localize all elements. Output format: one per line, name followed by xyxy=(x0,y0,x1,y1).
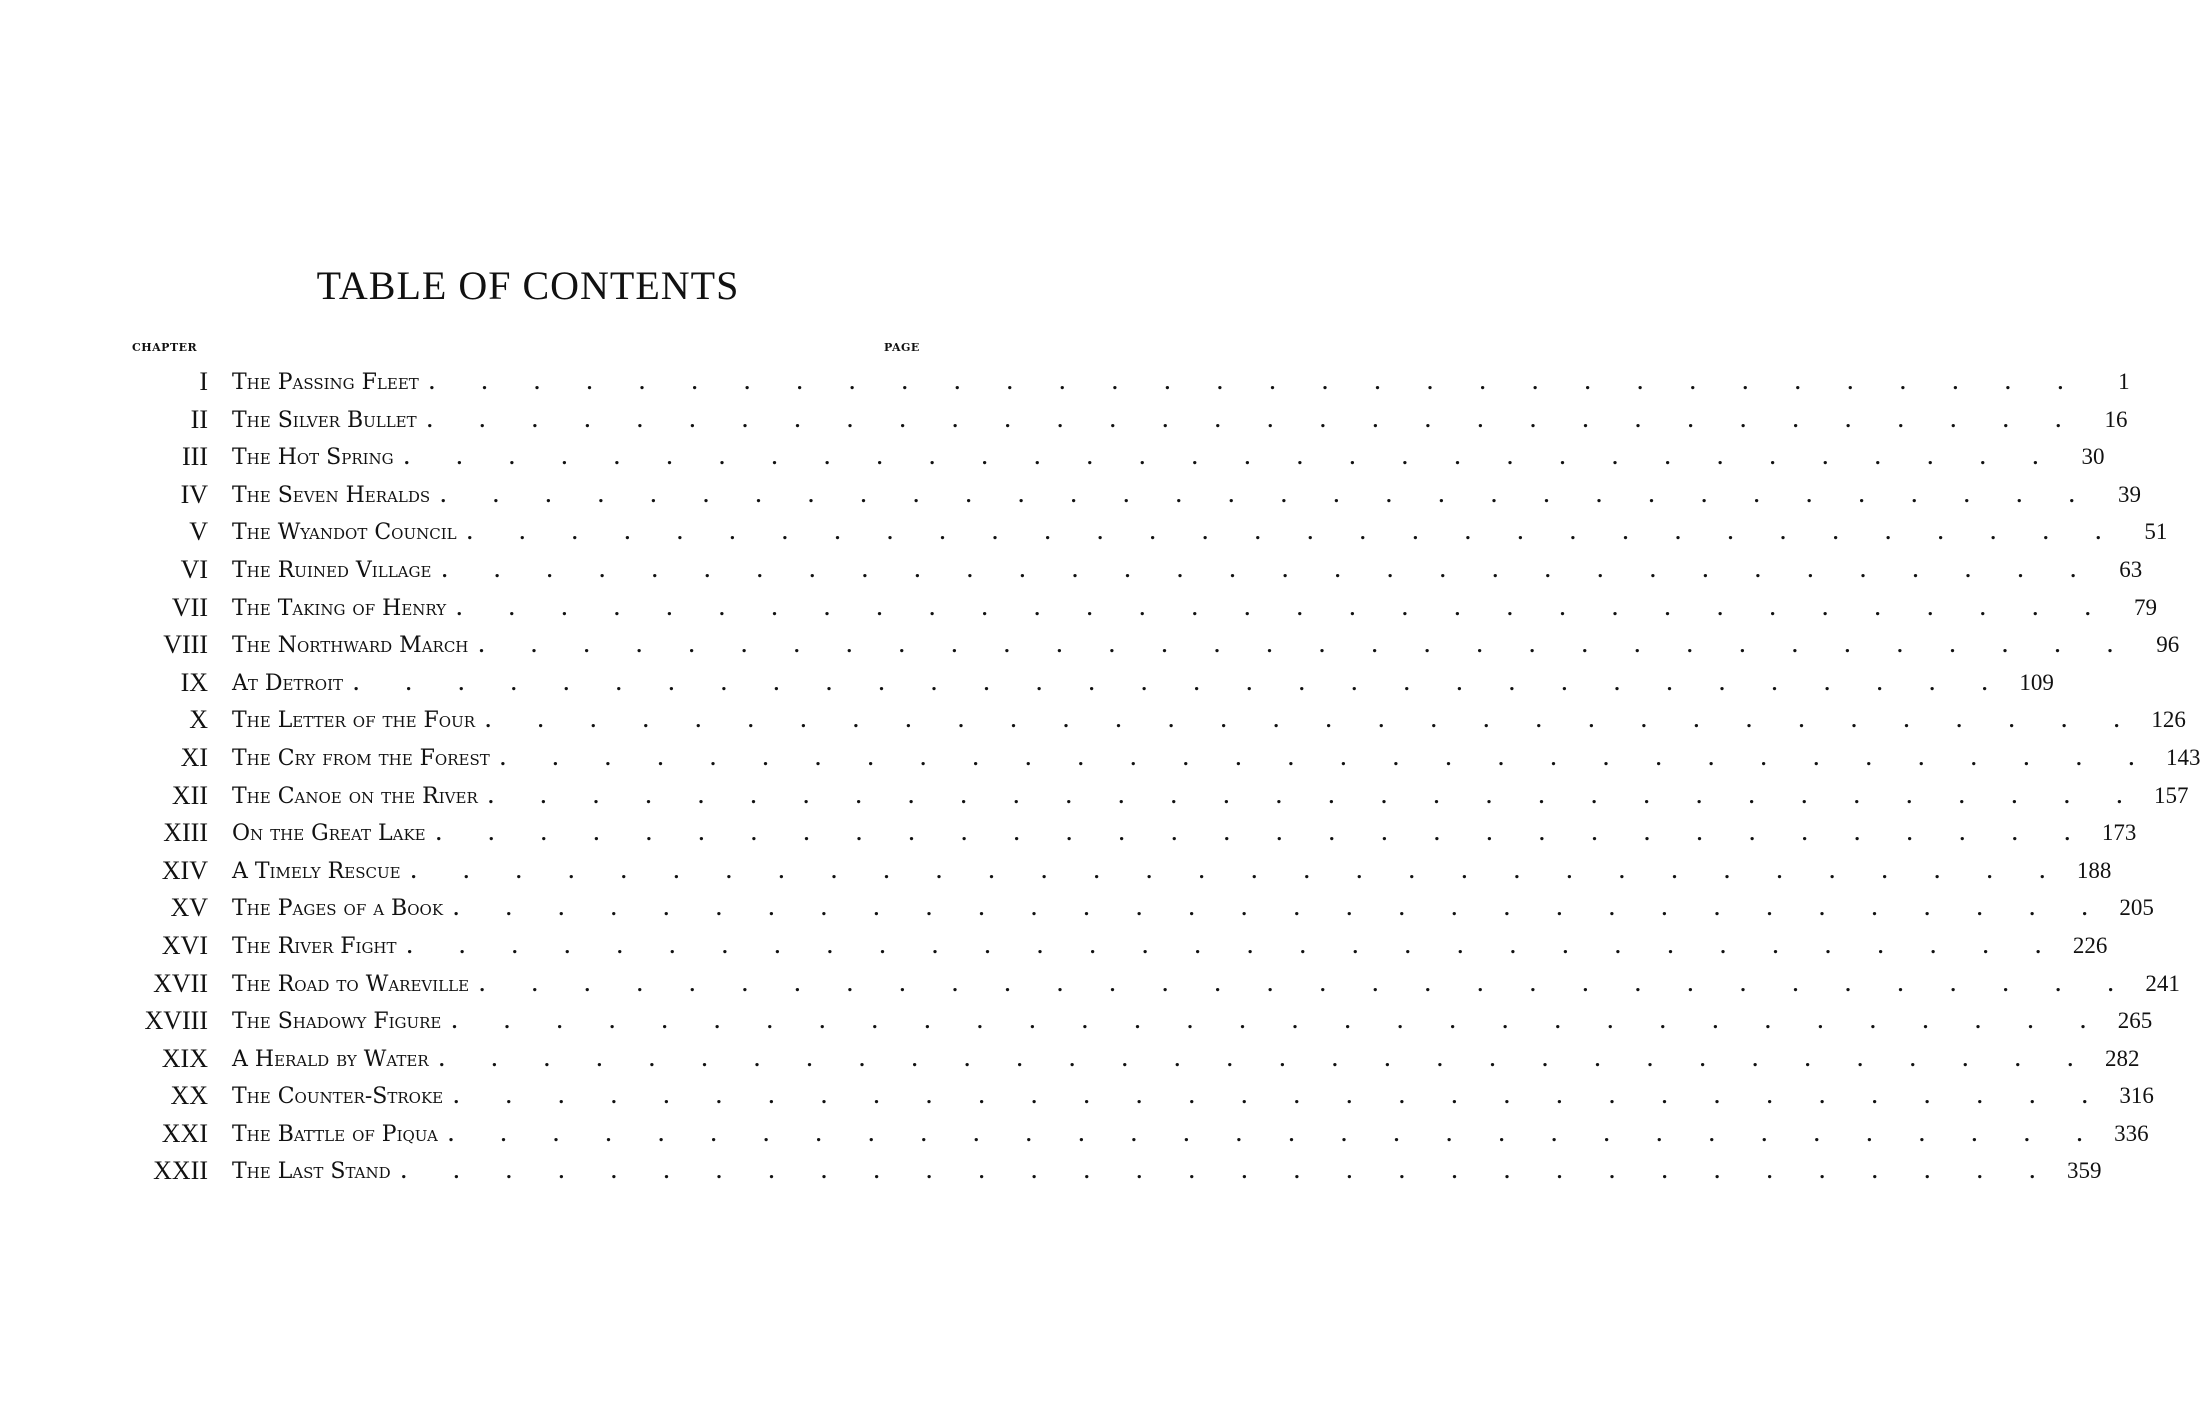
dot-leader: . . . . . . . . . . . . . . . . . . . . . . . . . . . . . . . . xyxy=(479,974,2134,996)
toc-entry xyxy=(0,513,2168,551)
chapter-title: A Herald by Water xyxy=(232,1045,439,1075)
page-number: 265 xyxy=(2117,1008,2153,1034)
chapter-title: A Timely Rescue xyxy=(232,857,411,887)
chapter-number: XVII xyxy=(153,968,208,998)
page-column-header: PAGE xyxy=(884,341,920,354)
page-number: 282 xyxy=(2104,1045,2140,1071)
chapter-title: The Hot Spring xyxy=(232,443,404,473)
toc-entry xyxy=(0,889,2154,927)
chapter-number: XXII xyxy=(153,1156,208,1186)
toc-entry xyxy=(0,701,2186,739)
chapter-title: The Silver Bullet xyxy=(232,406,427,436)
dot-leader: . . . . . . . . . . . . . . . . . . . . . . . . . . . . . . . . xyxy=(441,560,2097,582)
dot-leader: . . . . . . . . . . . . . . . . . . . . . . . . . . . . . . . . xyxy=(440,485,2095,507)
dot-leader: . . . . . . . . . . . . . . . . . . . . . . . . . . . . . . . . xyxy=(466,523,2122,545)
dot-leader: . . . . . . . . . . . . . . . . . . . . . . . . . . . . . . . . xyxy=(435,824,2091,846)
chapter-number: IV xyxy=(180,479,208,509)
chapter-title: The Northward March xyxy=(232,631,478,661)
dot-leader: . . . . . . . . . . . . . . . . . . . . . . . . . . . . . . . . xyxy=(487,786,2143,808)
chapter-title: On the Great Lake xyxy=(232,819,436,849)
chapter-line xyxy=(232,480,2141,510)
page-number: 126 xyxy=(2151,707,2186,733)
chapter-number: VI xyxy=(180,554,208,584)
chapter-line xyxy=(232,969,2180,999)
toc-entry xyxy=(0,852,2112,890)
chapter-title: The Pages of a Book xyxy=(232,894,453,924)
dot-leader: . . . . . . . . . . . . . . . . . . . . . . . . . . . . . . . . xyxy=(453,899,2108,921)
chapter-line xyxy=(232,555,2143,585)
page-number: 226 xyxy=(2072,932,2108,958)
toc-entry xyxy=(0,927,2108,965)
chapter-title: The Passing Fleet xyxy=(232,368,429,398)
chapter-number: XIX xyxy=(161,1043,208,1073)
chapter-line xyxy=(232,705,2186,735)
toc-entry xyxy=(0,965,2180,1003)
toc-entry xyxy=(0,438,2105,476)
chapter-title: The Cry from the Forest xyxy=(232,744,500,774)
toc-entry xyxy=(0,589,2157,627)
chapter-number: XX xyxy=(170,1081,208,1111)
chapter-line xyxy=(232,743,2201,773)
dot-leader: . . . . . . . . . . . . . . . . . . . . . . . . . . . . . . . . xyxy=(403,448,2059,470)
chapter-number: II xyxy=(190,404,208,434)
chapter-line xyxy=(232,630,2180,660)
chapter-number: XIII xyxy=(163,818,208,848)
chapter-number: VIII xyxy=(163,630,208,660)
chapter-number: IX xyxy=(180,667,208,697)
page-number: 30 xyxy=(2081,444,2105,470)
toc-entry xyxy=(0,1152,2102,1190)
chapter-number: XVIII xyxy=(144,1006,208,1036)
chapter-title: The Shadowy Figure xyxy=(232,1007,451,1037)
dot-leader: . . . . . . . . . . . . . . . . . . . . . . . . . . . . . . . . xyxy=(438,1049,2094,1071)
toc-entry xyxy=(0,1115,2149,1153)
toc-entry xyxy=(0,401,2128,439)
page-number: 96 xyxy=(2156,632,2180,658)
page-number: 1 xyxy=(2118,369,2130,394)
chapter-line xyxy=(232,781,2189,811)
toc-entry xyxy=(0,1002,2153,1040)
chapter-line xyxy=(232,931,2108,961)
toc-entry xyxy=(0,476,2141,514)
page-number: 143 xyxy=(2166,744,2201,770)
chapter-title: The River Fight xyxy=(232,932,407,962)
toc-entry xyxy=(0,739,2201,777)
dot-leader: . . . . . . . . . . . . . . . . . . . . . . . . . . . . . . . . xyxy=(406,936,2062,958)
toc-entry xyxy=(0,814,2137,852)
chapter-number: XII xyxy=(171,780,208,810)
chapter-title: The Counter-Stroke xyxy=(232,1082,453,1112)
chapter-title: The Seven Heralds xyxy=(232,481,440,511)
chapter-line xyxy=(232,856,2112,886)
chapter-line xyxy=(232,442,2105,472)
page-number: 359 xyxy=(2066,1158,2102,1184)
chapter-title: The Canoe on the River xyxy=(232,782,488,812)
chapter-number: XXI xyxy=(161,1118,208,1148)
toc-entry xyxy=(0,777,2189,815)
dot-leader: . . . . . . . . . . . . . . . . . . . . . . . . . . . . . . . . xyxy=(485,711,2140,733)
dot-leader: . . . . . . . . . . . . . . . . . . . . . . . . . . . . . . . . xyxy=(426,410,2082,432)
page-number: 79 xyxy=(2133,594,2157,620)
chapter-title: The Letter of the Four xyxy=(232,706,485,736)
page-number: 16 xyxy=(2104,406,2128,432)
chapter-title: The Taking of Henry xyxy=(232,594,456,624)
dot-leader: . . . . . . . . . . . . . . . . . . . . . . . . . . . . . . . . xyxy=(410,861,2066,883)
page-number: 157 xyxy=(2154,782,2189,808)
page-number: 241 xyxy=(2145,970,2180,996)
toc-entry xyxy=(0,1040,2140,1078)
page-number: 316 xyxy=(2119,1083,2154,1109)
toc-entry xyxy=(0,1077,2154,1115)
chapter-line xyxy=(232,668,2054,698)
chapter-line xyxy=(232,517,2168,547)
chapter-line xyxy=(232,1119,2149,1149)
chapter-number: X xyxy=(189,705,208,735)
dot-leader: . . . . . . . . . . . . . . . . . . . . . . . . . . . . . . . . xyxy=(456,598,2111,620)
chapter-line xyxy=(232,1044,2140,1074)
chapter-line xyxy=(232,818,2137,848)
chapter-column-header: CHAPTER xyxy=(132,341,198,354)
chapter-number: VII xyxy=(171,592,208,622)
page-number: 63 xyxy=(2119,556,2143,582)
dot-leader: . . . . . . . . . . . . . . . . . . . . . . . . . . . . . . . . xyxy=(451,1012,2107,1034)
chapter-number: V xyxy=(189,517,208,547)
chapter-number: XV xyxy=(170,893,208,923)
chapter-title: The Last Stand xyxy=(232,1157,401,1187)
chapter-line xyxy=(232,593,2157,623)
chapter-number: I xyxy=(199,367,208,396)
chapter-title: The Ruined Village xyxy=(232,556,441,586)
chapter-line xyxy=(232,1081,2154,1111)
chapter-number: XI xyxy=(180,742,208,772)
chapter-number: XIV xyxy=(161,855,208,885)
dot-leader: . . . . . . . . . . . . . . . . . . . . . . . . . . . . . . . . xyxy=(453,1087,2108,1109)
chapter-number: III xyxy=(182,442,208,472)
chapter-line xyxy=(232,367,2130,397)
dot-leader: . . . . . . . . . . . . . . . . . . . . . . . . . . . . . . . . xyxy=(478,636,2134,658)
chapter-title: The Road to Wareville xyxy=(232,970,479,1000)
page-number: 173 xyxy=(2101,820,2137,846)
page-title: TABLE OF CONTENTS xyxy=(316,263,740,308)
page-number: 188 xyxy=(2076,857,2112,883)
page-number: 109 xyxy=(2019,669,2054,695)
chapter-title: The Wyandot Council xyxy=(232,518,467,548)
table-of-contents xyxy=(0,363,2201,1190)
chapter-line xyxy=(232,1156,2102,1186)
chapter-line xyxy=(232,405,2128,435)
toc-entry xyxy=(0,664,2054,702)
dot-leader: . . . . . . . . . . . . . . . . . . . . . . . . . . . . . . . . xyxy=(428,373,2084,394)
dot-leader: . . . . . . . . . . . . . . . . . . . . . . . . . . . . . . . . xyxy=(400,1162,2056,1184)
page-number: 336 xyxy=(2114,1120,2149,1146)
dot-leader: . . . . . . . . . . . . . . . . . . . . . . . . . . . . . . . . xyxy=(499,748,2155,770)
toc-entry xyxy=(0,551,2143,589)
chapter-line xyxy=(232,893,2154,923)
chapter-title: At Detroit xyxy=(232,669,353,699)
page-number: 39 xyxy=(2117,481,2141,507)
page-number: 205 xyxy=(2119,895,2154,921)
dot-leader: . . . . . . . . . . . . . . . . . . . . . . . . . . . . . . . . xyxy=(353,673,2008,695)
dot-leader: . . . . . . . . . . . . . . . . . . . . . . . . . . . . . . . . xyxy=(447,1124,2103,1146)
chapter-line xyxy=(232,1006,2153,1036)
chapter-number: XVI xyxy=(161,930,208,960)
page-number: 51 xyxy=(2144,519,2168,545)
chapter-title: The Battle of Piqua xyxy=(232,1120,448,1150)
toc-entry xyxy=(0,626,2180,664)
toc-entry xyxy=(0,363,2130,401)
